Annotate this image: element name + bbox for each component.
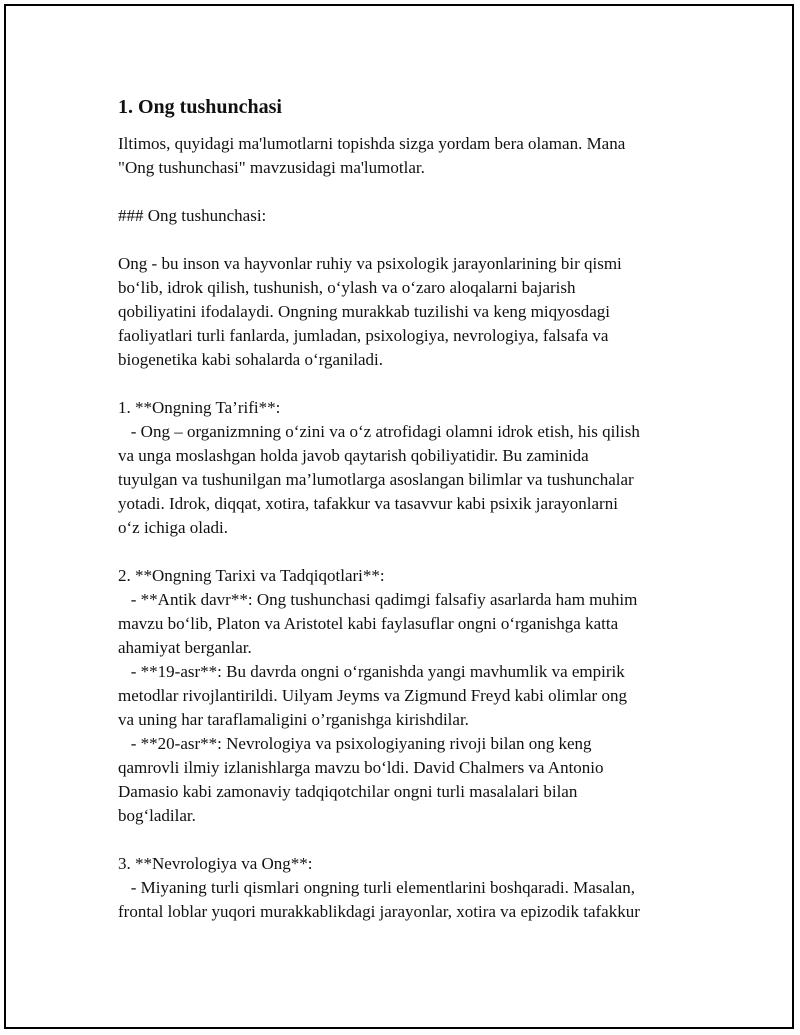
blank-line [118, 228, 708, 252]
document-body [118, 94, 708, 924]
text-line: - **20-asr**: Nevrologiya va psixologiyaning rivoji bilan ong keng [118, 734, 592, 753]
text-line: bo‘lib, idrok qilish, tushunish, o‘ylash va o‘zaro aloqalarni bajarish [118, 278, 576, 297]
text-line: 2. **Ongning Tarixi va Tadqiqotlari**: [118, 566, 385, 585]
text-line: Ong - bu inson va hayvonlar ruhiy va psixologik jarayonlarining bir qismi [118, 254, 622, 273]
text-line: - **19-asr**: Bu davrda ongni o‘rganishda yangi mavhumlik va empirik [118, 662, 625, 681]
blank-line [118, 372, 708, 396]
text-line: qobiliyatini ifodalaydi. Ongning murakkab tuzilishi va keng miqyosdagi [118, 302, 610, 321]
text-line: frontal loblar yuqori murakkablikdagi jarayonlar, xotira va epizodik tafakkur [118, 902, 640, 921]
text-line: Iltimos, quyidagi ma'lumotlarni topishda sizga yordam bera olaman. Mana [118, 134, 626, 153]
text-line: va unga moslashgan holda javob qaytarish qobiliyatidir. Bu zaminida [118, 446, 589, 465]
text-line: - **Antik davr**: Ong tushunchasi qadimgi falsafiy asarlarda ham muhim [118, 590, 638, 609]
text-line: - Miyaning turli qismlari ongning turli elementlarini boshqaradi. Masalan, [118, 878, 635, 897]
text-line: bog‘ladilar. [118, 806, 196, 825]
document-text [118, 132, 708, 924]
blank-line [118, 180, 708, 204]
text-line: Damasio kabi zamonaviy tadqiqotchilar ongni turli masalalari bilan [118, 782, 578, 801]
text-line: 3. **Nevrologiya va Ong**: [118, 854, 313, 873]
text-line: - Ong – organizmning o‘zini va o‘z atrofidagi olamni idrok etish, his qilish [118, 422, 640, 441]
text-line: ### Ong tushunchasi: [118, 206, 267, 225]
text-line: 1. **Ongning Ta’rifi**: [118, 398, 281, 417]
text-line: faoliyatlari turli fanlarda, jumladan, psixologiya, nevrologiya, falsafa va [118, 326, 609, 345]
text-line: o‘z ichiga oladi. [118, 518, 228, 537]
document-title: 1. Ong tushunchasi [118, 96, 282, 118]
text-line: qamrovli ilmiy izlanishlarga mavzu bo‘ldi. David Chalmers va Antonio [118, 758, 604, 777]
text-line: metodlar rivojlantirildi. Uilyam Jeyms va Zigmund Freyd kabi olimlar ong [118, 686, 627, 705]
text-line: "Ong tushunchasi" mavzusidagi ma'lumotlar. [118, 158, 425, 177]
text-line: yotadi. Idrok, diqqat, xotira, tafakkur va tasavvur kabi psixik jarayonlarni [118, 494, 618, 513]
blank-line [118, 828, 708, 852]
text-line: tuyulgan va tushunilgan ma’lumotlarga asoslangan bilimlar va tushunchalar [118, 470, 634, 489]
text-line: mavzu bo‘lib, Platon va Aristotel kabi faylasuflar ongni o‘rganishga katta [118, 614, 619, 633]
blank-line [118, 540, 708, 564]
text-line: biogenetika kabi sohalarda o‘rganiladi. [118, 350, 383, 369]
text-line: ahamiyat berganlar. [118, 638, 252, 657]
text-line: va uning har taraflamaligini o’rganishga kirishdilar. [118, 710, 469, 729]
